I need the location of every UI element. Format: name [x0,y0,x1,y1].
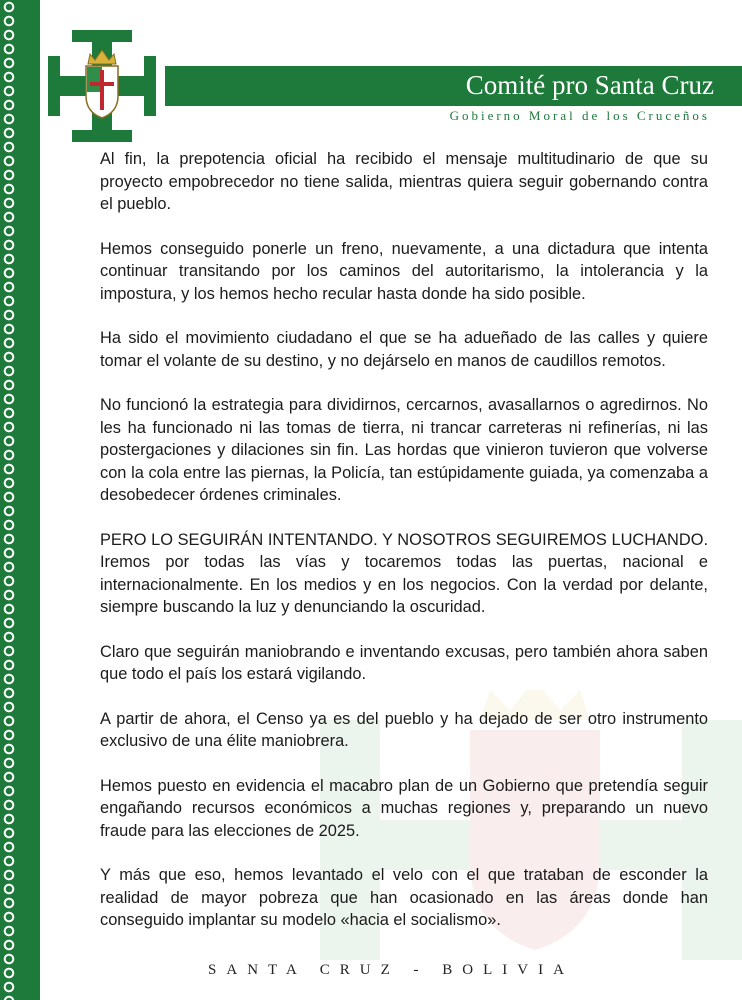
paragraph: Al fin, la prepotencia oficial ha recibido el mensaje multitudinario de que su proyecto empobrecedor no tiene salida, mientras quiera seguir gobernando contra el pueblo. [100,150,708,213]
paragraph: Ha sido el movimiento ciudadano el que se ha adueñado de las calles y quiere tomar el volante de su destino, y no dejárselo en manos de caudillos remotos. [100,329,708,370]
body-text [100,148,708,954]
paragraph: No funcionó la estrategia para dividirnos, cercarnos, avasallarnos o agredirnos. No les ha funcionado ni las tomas de tierra, ni trancar carreteras ni refinerías, ni las postergaciones y dilaciones sin fin. Las hordas que vinieron tuvieron que volverse con la cola entre las piernas, la Policía, tan estúpidamente guiada, ya comenzaba a desobedecer órdenes criminales. [100,396,708,504]
paragraph: Hemos puesto en evidencia el macabro plan de un Gobierno que pretendía seguir engañando recursos económicos a muchas regiones y, preparando un nuevo fraude para las elecciones de 2025. [100,776,708,840]
paragraph: Hemos conseguido ponerle un freno, nuevamente, a una dictadura que intenta continuar transitando por los caminos del autoritarismo, la intolerancia y la impostura, y los hemos hecho recular hasta donde ha sido posible. [100,239,708,303]
paragraph: Y más que eso, hemos levantado el velo con el que trataban de esconder la realidad de mayor pobreza que han ocasionado en las áreas donde han conseguido implantar su modelo «hacia el socialismo». [100,866,708,929]
scroll-pattern-icon [2,0,16,1000]
paragraph: A partir de ahora, el Censo ya es del pueblo y ha dejado de ser otro instrumento exclusivo de una élite maniobrera. [100,709,708,750]
footer-location: SANTA CRUZ - BOLIVIA [208,962,574,978]
header-title: Comité pro Santa Cruz [465,70,714,100]
paragraph: Claro que seguirán maniobrando e inventando excusas, pero también ahora saben que todo el país los estará vigilando. [100,642,708,683]
header-bar [165,66,742,106]
left-decorative-border [0,0,40,1000]
header-subtitle: Gobierno Moral de los Cruceños [449,108,710,123]
cross-with-coat-of-arms-icon [48,30,156,142]
paragraph: PERO LO SEGUIRÁN INTENTANDO. Y NOSOTROS SEGUIREMOS LUCHANDO. Iremos por todas las vías y tocaremos todas las puertas, nacional e internacionalmente. En los medios y en los negocios. Con la verdad por delante, siempre buscando la luz y denunciando la oscuridad. [100,530,708,616]
